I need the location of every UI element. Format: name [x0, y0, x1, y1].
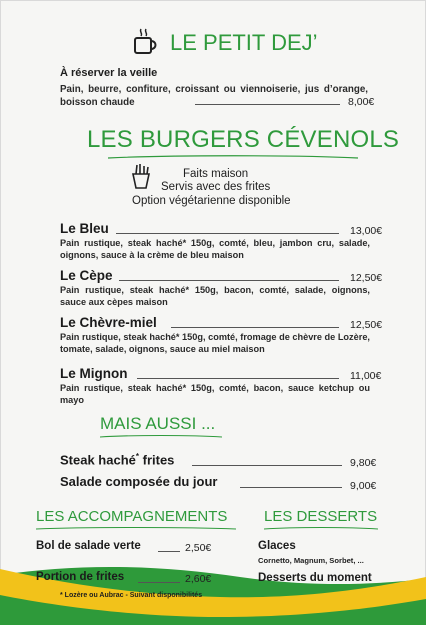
- accompagnement-name: Portion de frites: [36, 571, 125, 583]
- dessert-moment: Desserts du moment: [258, 572, 372, 584]
- mais-aussi-price: 9,00€: [350, 480, 377, 492]
- burger-leader: [137, 378, 339, 379]
- mais-aussi-item: [60, 452, 174, 467]
- bottom-wave-band: [0, 555, 426, 625]
- burger-leader: [119, 280, 339, 281]
- accompagnement-price: 2,60€: [185, 573, 212, 585]
- dessert-glaces-detail: Cornetto, Magnum, Sorbet, ...: [258, 556, 364, 565]
- burger-leader: [171, 327, 339, 328]
- burger-name: Le Bleu: [60, 221, 109, 236]
- mais-aussi-leader: [240, 487, 342, 488]
- burger-desc: Pain rustique, steak haché* 150g, comté, bleu, jambon cru, salade, oignons, sauce à la crème de bleu maison: [60, 238, 370, 260]
- accompagnement-leader: [138, 582, 180, 583]
- petit-dej-title: LE PETIT DEJ’: [170, 30, 318, 55]
- burger-name: Le Mignon: [60, 366, 128, 381]
- accompagnements-underline: [36, 526, 236, 532]
- coffee-mug-icon: [130, 26, 160, 56]
- petit-dej-price: 8,00€: [348, 96, 375, 108]
- accompagnements-title: LES ACCOMPAGNEMENTS: [36, 508, 228, 525]
- burger-desc: Pain rustique, steak haché* 150g, comté, bacon, sauce ketchup ou mayo: [60, 383, 370, 405]
- burger-price: 12,50€: [350, 319, 383, 331]
- desserts-title: LES DESSERTS: [264, 508, 378, 525]
- mais-aussi-underline: [100, 434, 222, 440]
- burgers-info-1: Faits maison: [183, 168, 249, 180]
- desserts-underline: [264, 526, 378, 532]
- mais-aussi-item-name: Salade composée du jour: [60, 474, 218, 489]
- accompagnement-leader: [158, 551, 180, 552]
- burger-leader: [116, 233, 339, 234]
- mais-aussi-title: MAIS AUSSI ...: [100, 414, 216, 433]
- footnote-star: *: [135, 452, 139, 461]
- mais-aussi-item-name: Steak haché: [60, 452, 136, 468]
- burgers-info-2: Servis avec des frites: [161, 181, 271, 193]
- burgers-title: LES BURGERS CÉVENOLS: [87, 126, 400, 153]
- petit-dej-note: À réserver la veille: [60, 67, 158, 79]
- petit-dej-leader: [195, 104, 340, 105]
- burger-price: 12,50€: [350, 272, 383, 284]
- mais-aussi-item-name-rest: frites: [139, 452, 175, 468]
- petit-dej-desc: Pain, beurre, confiture, croissant ou viennoiserie, jus d’orange, boisson chaude: [60, 84, 368, 108]
- burger-price: 11,00€: [350, 370, 382, 382]
- burgers-title-underline: [108, 154, 358, 160]
- burger-name: Le Cèpe: [60, 268, 113, 283]
- accompagnement-price: 2,50€: [185, 542, 212, 554]
- burger-desc: Pain rustique, steak haché* 150g, bacon, comté, salade, oignons, sauce aux cèpes maison: [60, 285, 370, 307]
- burgers-info-3: Option végétarienne disponible: [132, 195, 291, 207]
- burger-name: Le Chèvre-miel: [60, 315, 157, 330]
- burger-price: 13,00€: [350, 225, 383, 237]
- burger-desc: Pain rustique, steak haché* 150g, comté, fromage de chèvre de Lozère, tomate, salade, oignons, sauce au miel maison: [60, 332, 370, 354]
- footnote: * Lozère ou Aubrac - Suivant disponibilités: [60, 592, 203, 599]
- fries-icon: [130, 163, 152, 189]
- dessert-glaces: Glaces: [258, 540, 296, 552]
- mais-aussi-price: 9,80€: [350, 457, 377, 469]
- mais-aussi-leader: [192, 465, 342, 466]
- accompagnement-name: Bol de salade verte: [36, 540, 141, 552]
